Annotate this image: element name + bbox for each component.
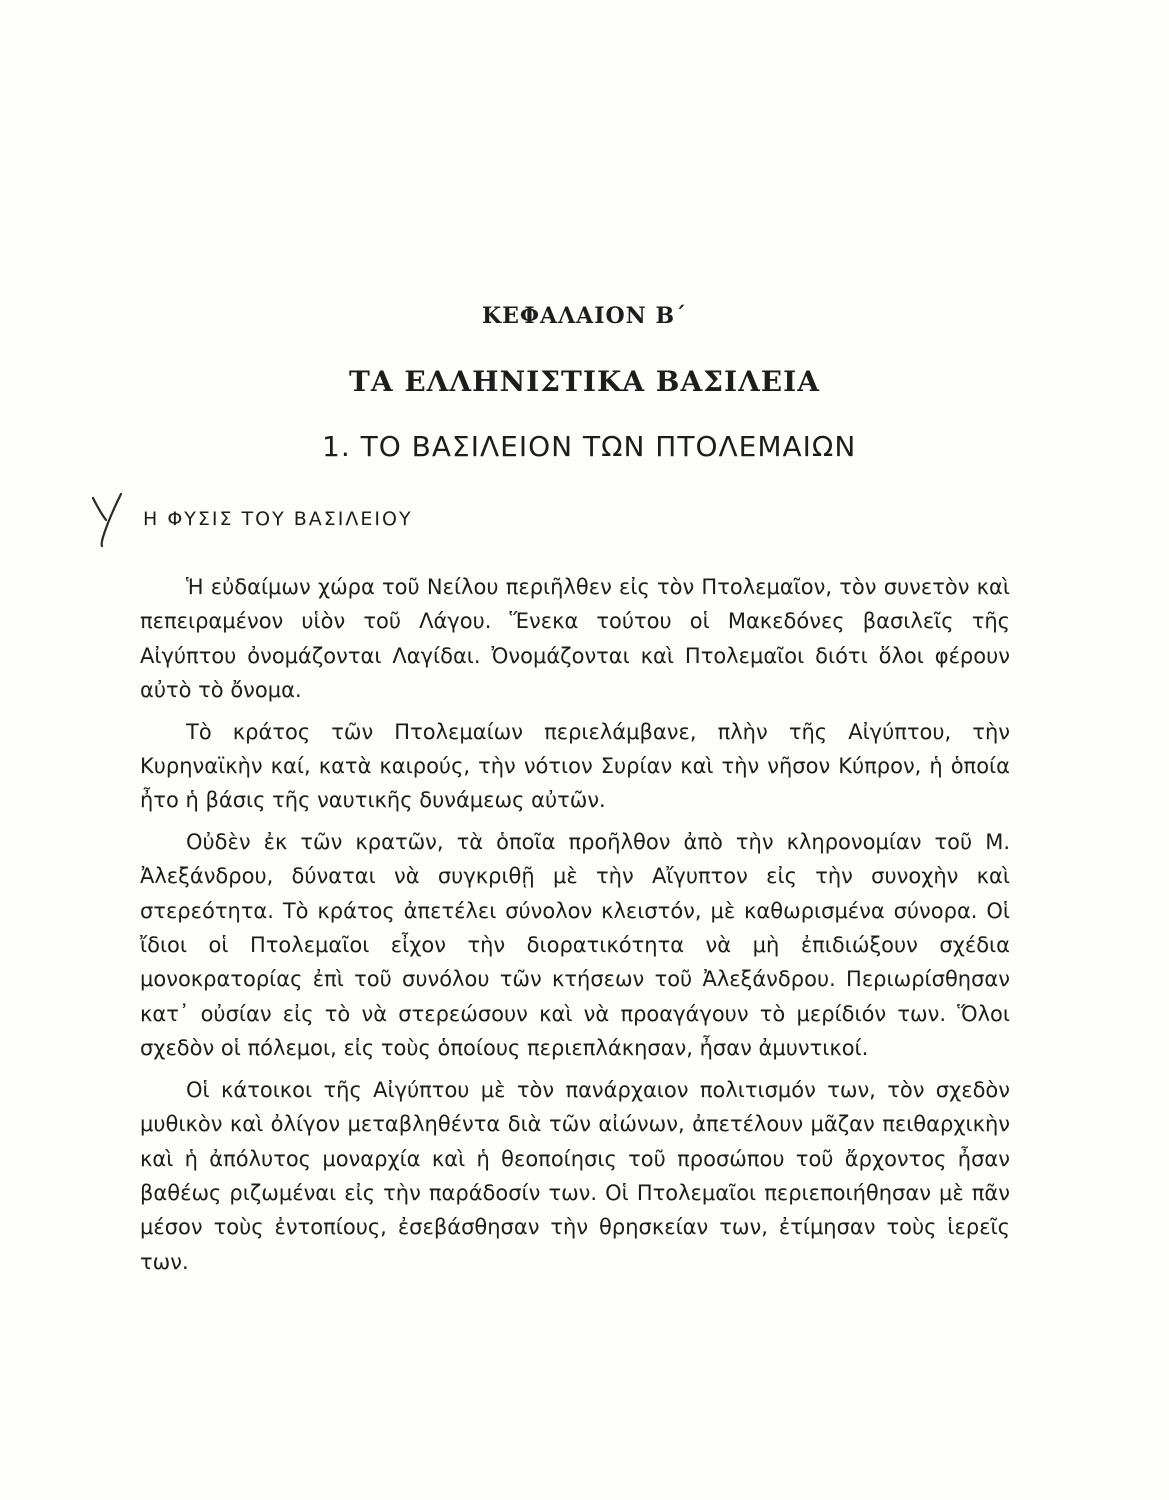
- chapter-heading: ΚΕΦΑΛΑΙΟΝ Β΄: [481, 303, 688, 329]
- subheading: Η ΦΥΣΙΣ ΤΟΥ ΒΑΣΙΛΕΙΟΥ: [143, 508, 413, 530]
- handwritten-mark-icon: [90, 490, 124, 548]
- section-heading: 1. ΤΟ ΒΑΣΙΛΕΙΟΝ ΤΩΝ ΠΤΟΛΕΜΑΙΩΝ: [322, 430, 857, 463]
- paragraph: Ἡ εὐδαίμων χώρα τοῦ Νείλου περιῆλθεν εἰς τὸν Πτολεμαῖον, τὸν συνετὸν καὶ πεπειραμένον υἱὸν τοῦ Λάγου. Ἕνεκα τούτου οἱ Μακεδόνες βασιλεῖς τῆς Αἰγύπτου ὀνομάζονται Λαγίδαι. Ὀνομάζονται καὶ Πτολεμαῖοι διότι ὅλοι φέρουν αὐτὸ τὸ ὄνομα.: [140, 575, 1010, 703]
- paragraph: Τὸ κράτος τῶν Πτολεμαίων περιελάμβανε, πλὴν τῆς Αἰγύπτου, τὴν Κυρηναϊκὴν καί, κατὰ καιρούς, τὴν νότιον Συρίαν καὶ τὴν νῆσον Κύπρον, ἡ ὁποία ἦτο ἡ βάσις τῆς ναυτικῆς δυνάμεως αὐτῶν.: [140, 719, 1010, 813]
- paragraph: Οὐδὲν ἐκ τῶν κρατῶν, τὰ ὁποῖα προῆλθον ἀπὸ τὴν κληρονομίαν τοῦ Μ. Ἀλεξάνδρου, δύναται νὰ συγκριθῇ μὲ τὴν Αἴγυπτον εἰς τὴν συνοχὴν καὶ στερεότητα. Τὸ κράτος ἀπετέλει σύνολον κλειστόν, μὲ καθωρισμένα σύνορα. Οἱ ἴδιοι οἱ Πτολεμαῖοι εἶχον τὴν διορατικότητα νὰ μὴ ἐπιδιώξουν σχέδια μονοκρατορίας ἐπὶ τοῦ συνόλου τῶν κτήσεων τοῦ Ἀλεξάνδρου. Περιωρίσθησαν κατ᾽ οὐσίαν εἰς τὸ νὰ στερεώσουν καὶ νὰ προαγάγουν τὸ μερίδιόν των. Ὅλοι σχεδὸν οἱ πόλεμοι, εἰς τοὺς ὁποίους περιεπλάκησαν, ἦσαν ἀμυντικοί.: [140, 829, 1010, 1061]
- chapter-title: ΤΑ ΕΛΛΗΝΙΣΤΙΚΑ ΒΑΣΙΛΕΙΑ: [349, 365, 820, 398]
- body-text: [140, 570, 1010, 1279]
- paragraph: Οἱ κάτοικοι τῆς Αἰγύπτου μὲ τὸν πανάρχαιον πολιτισμόν των, τὸν σχεδὸν μυθικὸν καὶ ὀλίγον μεταβληθέντα διὰ τῶν αἰώνων, ἀπετέλουν μᾶζαν πειθαρχικὴν καὶ ἡ ἀπόλυτος μοναρχία καὶ ἡ θεοποίησις τοῦ προσώπου τοῦ ἄρχοντος ἦσαν βαθέως ριζωμέναι εἰς τὴν παράδοσίν των. Οἱ Πτολεμαῖοι περιεποιήθησαν μὲ πᾶν μέσον τοὺς ἐντοπίους, ἐσεβάσθησαν τὴν θρησκείαν των, ἐτίμησαν τοὺς ἱερεῖς των.: [140, 1077, 1010, 1274]
